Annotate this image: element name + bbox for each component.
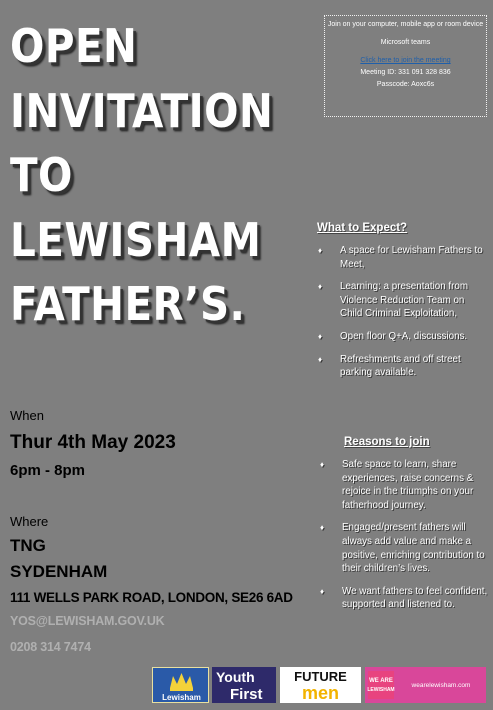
reasons-list <box>318 458 490 621</box>
crown-icon <box>153 668 210 704</box>
list-item: ♦ Learning: a presentation from Violence Reduction Team on Child Criminal Exploitation, <box>318 281 468 320</box>
title-line: OPEN <box>10 19 138 73</box>
svg-text:Youth: Youth <box>216 669 255 685</box>
lewisham-logo-text: Lewisham <box>162 693 201 702</box>
title-line: LEWISHAM <box>10 212 262 267</box>
svg-text:men: men <box>301 683 340 703</box>
list-item: ♦ Refreshments and off street parking available. <box>318 353 461 379</box>
list-item: ♦ Engaged/present fathers will always add value and make a positive, enriching contribution to their children’s lives. <box>320 522 485 575</box>
list-item: ♦ We want fathers to feel confident, supported and listened to. <box>320 585 488 611</box>
what-to-expect-heading: What to Expect? <box>317 222 408 234</box>
svg-text:First: First <box>230 686 263 703</box>
svg-text:LEWISHAM: LEWISHAM <box>367 687 395 693</box>
lewisham-logo <box>152 667 209 703</box>
when-label: When <box>10 408 44 423</box>
diamond-bullet-icon: ♦ <box>318 282 323 292</box>
title-line: FATHER’S. <box>10 277 246 331</box>
diamond-bullet-icon: ♦ <box>318 354 323 364</box>
svg-text:WE ARE: WE ARE <box>369 678 393 684</box>
invitation-title <box>10 14 273 337</box>
expect-list <box>316 244 486 389</box>
list-item: ♦ Open floor Q+A, discussions. <box>318 330 468 342</box>
teams-meeting-box <box>324 15 487 117</box>
reasons-heading: Reasons to join <box>344 436 430 448</box>
title-line: TO <box>10 148 73 202</box>
we-are-lewisham-logo <box>365 667 486 703</box>
contact-phone: 0208 314 7474 <box>10 640 91 654</box>
join-instruction: Join on your computer, mobile app or room device <box>327 21 484 28</box>
contact-email[interactable]: YOS@LEWISHAM.GOV.UK <box>10 614 165 628</box>
svg-text:FUTURE: FUTURE <box>294 669 347 684</box>
event-date: Thur 4th May 2023 <box>10 432 176 453</box>
svg-text:wearelewisham.com: wearelewisham.com <box>411 682 471 689</box>
venue-name: TNG <box>10 536 46 555</box>
event-time: 6pm - 8pm <box>10 462 86 479</box>
diamond-bullet-icon: ♦ <box>318 246 323 255</box>
where-label: Where <box>10 514 49 529</box>
future-men-logo <box>280 667 361 703</box>
meeting-passcode: Passcode: Aoxc6s <box>376 81 435 88</box>
diamond-bullet-icon: ♦ <box>320 523 325 533</box>
list-item: ♦ Safe space to learn, share experiences, raise concerns & rejoice in the triumphs on your fatherhood journey. <box>320 459 474 511</box>
youth-first-logo <box>212 667 276 703</box>
diamond-bullet-icon: ♦ <box>320 460 325 469</box>
diamond-bullet-icon: ♦ <box>318 331 323 341</box>
meeting-id: Meeting ID: 331 091 328 836 <box>360 69 451 76</box>
platform-name: Microsoft teams <box>380 39 431 46</box>
venue-address: 111 WELLS PARK ROAD, LONDON, SE26 6AD <box>10 590 293 605</box>
join-meeting-link[interactable]: Click here to join the meeting <box>360 57 451 64</box>
list-item: ♦ A space for Lewisham Fathers to Meet, <box>318 245 483 270</box>
diamond-bullet-icon: ♦ <box>320 586 325 596</box>
venue-area: SYDENHAM <box>10 562 108 581</box>
title-line: INVITATION <box>10 83 274 138</box>
